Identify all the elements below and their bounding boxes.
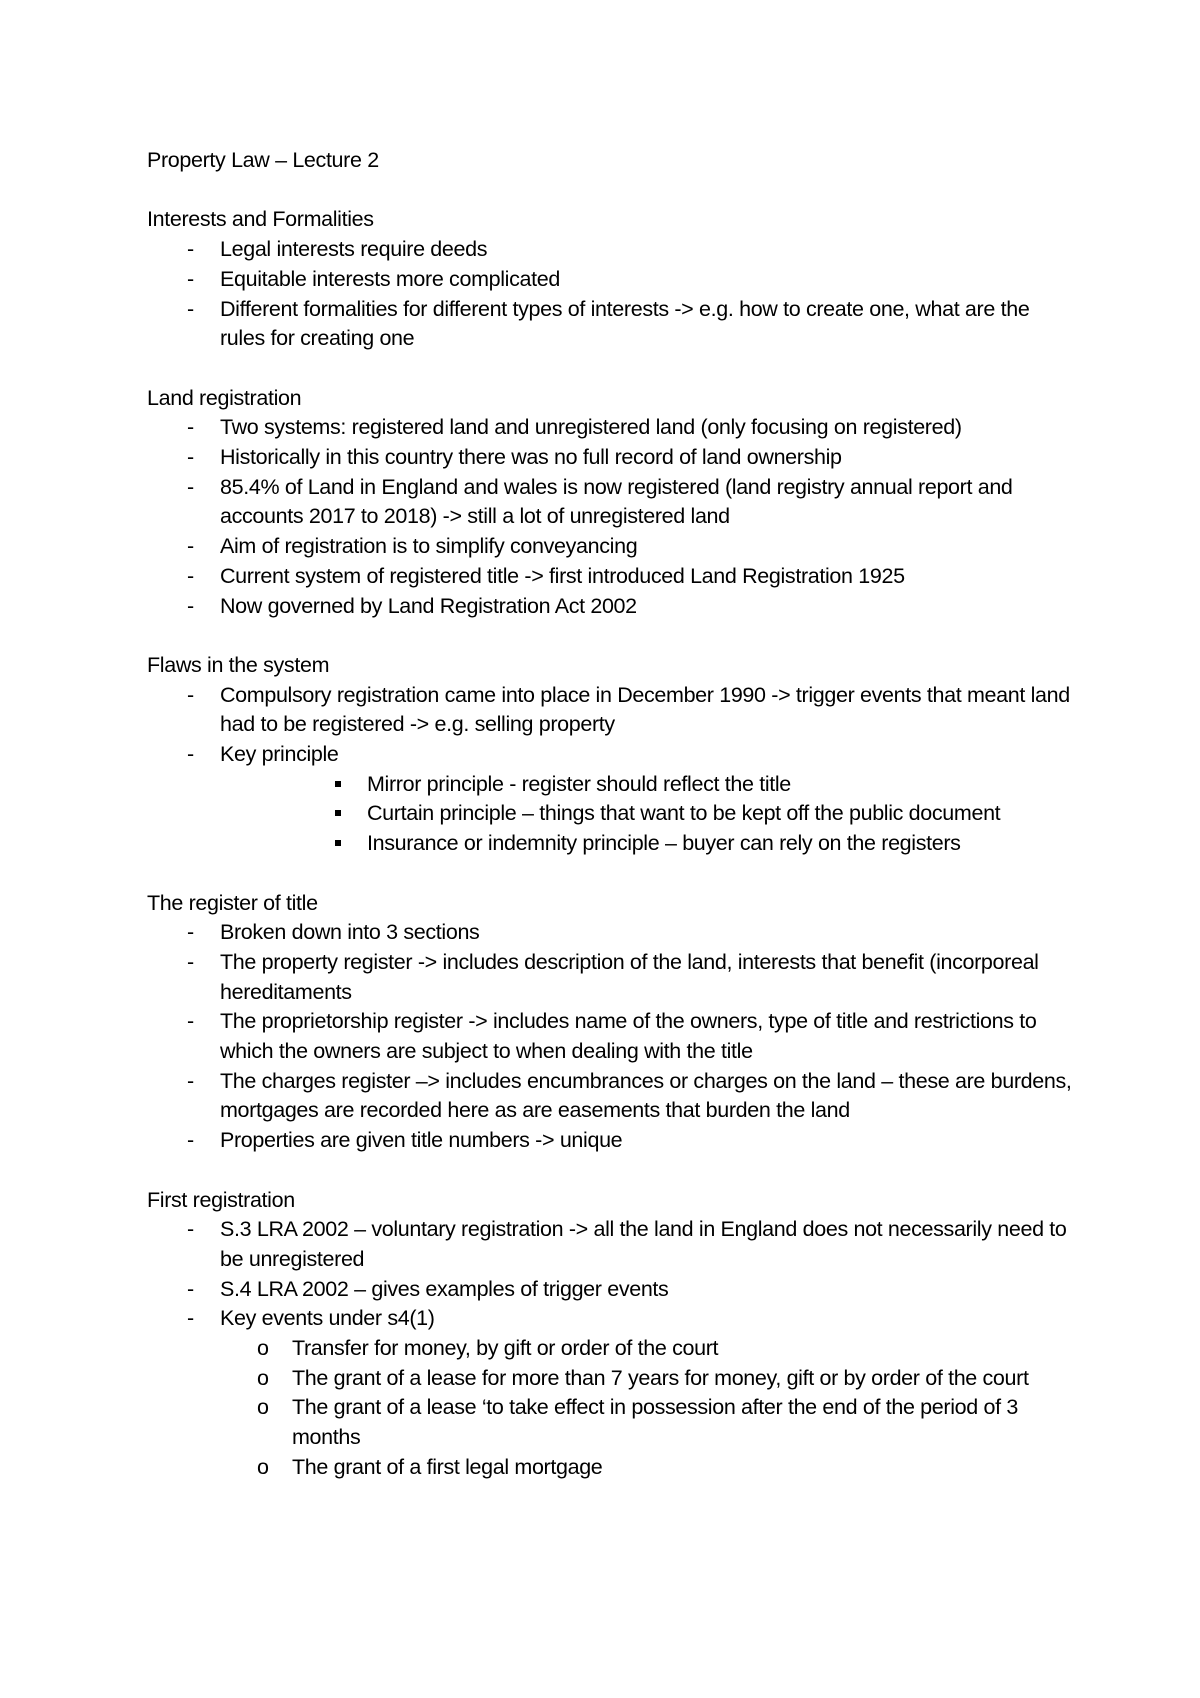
sub-list-item: o The grant of a lease for more than 7 years for money, gift or by order of the court <box>147 1364 1077 1394</box>
sub-list-item: Insurance or indemnity principle – buyer can rely on the registers <box>147 829 1077 859</box>
dash-bullet: - <box>187 1306 194 1331</box>
list-item: - The proprietorship register -> includes name of the owners, type of title and restrictions to which the owners are subject to when dealing with the title <box>187 1009 1037 1064</box>
circle-bullet: o <box>257 1365 269 1390</box>
list-item: - The charges register –> includes encumbrances or charges on the land – these are burdens, mortgages are recorded here as are easements that burden the land <box>187 1068 1072 1123</box>
dash-bullet: - <box>187 920 194 945</box>
list-item: - Two systems: registered land and unregistered land (only focusing on registered) <box>147 413 1077 443</box>
list-item: - Historically in this country there was no full record of land ownership <box>147 443 1077 473</box>
sub-list-item: o Transfer for money, by gift or order of the court <box>147 1334 1077 1364</box>
section-heading: Flaws in the system <box>147 652 330 677</box>
dash-bullet: - <box>187 1128 194 1153</box>
dash-bullet: - <box>187 296 194 321</box>
square-bullet-icon <box>335 810 341 816</box>
dash-bullet: - <box>187 593 194 618</box>
dash-bullet: - <box>187 682 194 707</box>
circle-bullet: o <box>257 1454 269 1479</box>
dash-bullet: - <box>187 1217 194 1242</box>
section-heading: Land registration <box>147 385 302 410</box>
list-item: - Aim of registration is to simplify conveyancing <box>147 532 1077 562</box>
dash-bullet: - <box>187 1276 194 1301</box>
dash-bullet: - <box>187 445 194 469</box>
dash-bullet: - <box>187 949 194 974</box>
list-item: - Current system of registered title -> first introduced Land Registration 1925 <box>147 562 1077 592</box>
dash-bullet: - <box>187 1009 194 1034</box>
list-item: - Key principle <box>147 740 1077 770</box>
dash-bullet: - <box>187 534 194 559</box>
section-heading: The register of title <box>147 890 318 915</box>
list-item: - Key events under s4(1) <box>147 1304 1077 1334</box>
list-item: - S.3 LRA 2002 – voluntary registration -> all the land in England does not necessarily need to be unregistered <box>187 1217 1067 1271</box>
circle-bullet: o <box>257 1336 269 1361</box>
dash-bullet: - <box>187 1068 194 1093</box>
section-heading: First registration <box>147 1187 295 1212</box>
document-title: Property Law – Lecture 2 <box>147 148 379 172</box>
list-item: - Legal interests require deeds <box>147 235 1077 265</box>
dash-bullet: - <box>187 266 194 291</box>
list-item: - Equitable interests more complicated <box>147 265 1077 295</box>
dash-bullet: - <box>187 474 194 499</box>
dash-bullet: - <box>187 742 194 767</box>
list-item: - Now governed by Land Registration Act 2002 <box>147 592 1077 622</box>
lecture-notes <box>147 146 1077 1483</box>
dash-bullet: - <box>187 237 194 262</box>
square-bullet-icon <box>335 840 341 846</box>
square-bullet-icon <box>335 781 341 787</box>
list-item: - 85.4% of Land in England and wales is now registered (land registry annual report and accounts 2017 to 2018) -> still a lot of unregistered land <box>187 474 1013 529</box>
list-item: - Different formalities for different types of interests -> e.g. how to create one, what are the rules for creating one <box>187 296 1030 351</box>
circle-bullet: o <box>257 1395 269 1420</box>
sub-list-item: Curtain principle – things that want to be kept off the public document <box>147 799 1077 829</box>
sub-list-item: o The grant of a lease ‘to take effect in possession after the end of the period of 3 months <box>257 1395 1018 1450</box>
list-item: - Broken down into 3 sections <box>147 918 1077 948</box>
sub-list-item: o The grant of a first legal mortgage <box>147 1453 1077 1483</box>
section-heading: Interests and Formalities <box>147 207 374 232</box>
sub-list-item: Mirror principle - register should reflect the title <box>147 770 1077 800</box>
list-item: - Compulsory registration came into place in December 1990 -> trigger events that meant land had to be registered -> e.g. selling property <box>187 682 1070 737</box>
list-item: - Properties are given title numbers -> unique <box>147 1126 1077 1156</box>
dash-bullet: - <box>187 415 194 440</box>
dash-bullet: - <box>187 563 194 588</box>
list-item: - The property register -> includes description of the land, interests that benefit (incorporeal hereditaments <box>187 949 1039 1004</box>
list-item: - S.4 LRA 2002 – gives examples of trigger events <box>147 1275 1077 1305</box>
